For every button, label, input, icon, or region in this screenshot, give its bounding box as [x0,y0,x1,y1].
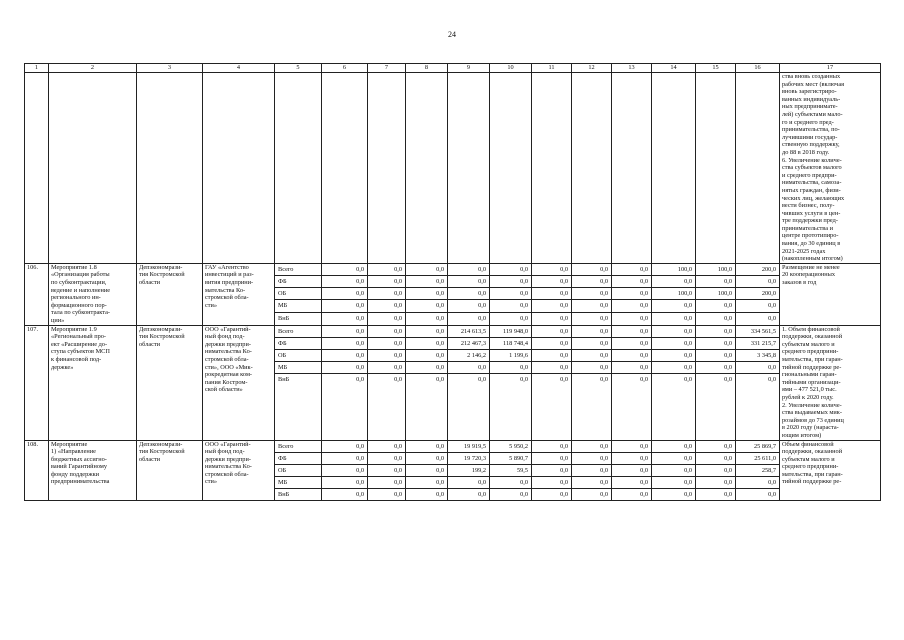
value: 0,0 [724,376,732,384]
funding-source-cell [275,440,322,501]
empty-cell [25,73,49,264]
column-number-1: 1 [25,64,49,73]
value: 0,0 [368,276,405,288]
column-number-6: 6 [322,64,368,73]
value: 0,0 [652,338,695,350]
empty-cell [652,73,696,264]
funding-source-label: Всего [275,441,321,453]
column-number-13: 13 [612,64,652,73]
value: 0,0 [322,338,367,350]
value: 0,0 [724,491,732,499]
value: 0,0 [532,350,571,362]
value: 0,0 [612,264,651,276]
value: 25 869,7 [736,441,779,453]
value: 0,0 [448,300,489,312]
value: 0,0 [532,465,571,477]
value-cell [736,440,780,501]
value: 0,0 [600,376,608,384]
value: 0,0 [572,288,611,300]
value: 0,0 [448,288,489,300]
value: 0,0 [652,477,695,489]
value-cell [736,325,780,440]
funding-source-label: МБ [275,300,321,312]
column-number-3: 3 [137,64,203,73]
value-cell [652,325,696,440]
value: 0,0 [684,314,692,322]
expected-result: 1. Объем финансовой поддержки, оказанной субъектам малого и среднего предприни- мательства, при гаран- тийной поддержке ре- гиональными гаран- тийными организаци- ями – 477 521,0 тыс. рублей к 2020 году. 2. Увеличение количе- ства выдаваемых мик- розаймов до 73 единиц в 2020 году (нараста- ющим итогом) [780,325,881,440]
value: 0,0 [448,362,489,374]
budget-table [24,63,881,501]
value: 0,0 [696,338,735,350]
empty-cell [203,73,275,264]
value: 0,0 [572,326,611,338]
value: 0,0 [490,276,531,288]
value: 200,0 [736,288,779,300]
value: 0,0 [696,362,735,374]
funding-source-label: ОБ [275,465,321,477]
value-cell [448,440,490,501]
table-row [25,440,881,501]
value: 0,0 [532,326,571,338]
value: 0,0 [322,453,367,465]
value: 0,0 [640,376,648,384]
value-cell [612,325,652,440]
value: 0,0 [368,288,405,300]
value-cell [572,325,612,440]
value: 0,0 [490,288,531,300]
value: 0,0 [532,362,571,374]
funding-source-cell [275,325,322,440]
value: 0,0 [532,276,571,288]
value: 0,0 [612,326,651,338]
activity-name: Мероприятие 1.8 «Организация работы по субконтрактации, ведение и наполнение регионального ин- формационного пор- тала по субконтракта- ции» [49,263,137,325]
value-cell [406,440,448,501]
value: 0,0 [448,276,489,288]
funding-source-label: ФБ [275,453,321,465]
value: 0,0 [436,376,444,384]
result-text-continued: ства вновь созданных рабочих мест (включая вновь зарегистриро- ванных индивидуаль- ных предпринимате- лей) субъектами мало- го и среднего пред- принимательства, по- лучившими государ- ственную поддержку, до 88 в 2018 году. 6. Увеличение количе- ства субъектов малого и среднего предпри- нимательства, самоза- нятых граждан, физи- ческих лиц, желающих вести бизнес, полу- чивших услуги в цен- тре поддержки пред- принимательства и центре прототипиро- вания, до 30 единиц в 2021-2025 годах (накопленным итогом) [780,73,881,264]
value: 0,0 [322,326,367,338]
value-cell [490,440,532,501]
value: 0,0 [406,453,447,465]
value: 118 748,4 [490,338,531,350]
column-number-9: 9 [448,64,490,73]
row-number: 106. [25,263,49,325]
value-cell [322,263,368,325]
value: 0,0 [532,441,571,453]
value: 0,0 [612,338,651,350]
funding-source-label: ВнБ [278,314,290,322]
value: 0,0 [356,314,364,322]
value: 0,0 [490,264,531,276]
table-row [25,325,881,440]
empty-cell [572,73,612,264]
value-cell [696,263,736,325]
value: 0,0 [736,477,779,489]
column-number-16: 16 [736,64,780,73]
value: 1 199,6 [490,350,531,362]
value: 0,0 [478,314,486,322]
value: 0,0 [478,491,486,499]
value: 59,5 [490,465,531,477]
value: 100,0 [696,288,735,300]
value: 258,7 [736,465,779,477]
value: 0,0 [532,338,571,350]
funding-source-cell [275,263,322,325]
column-number-5: 5 [275,64,322,73]
value: 0,0 [478,376,486,384]
column-number-4: 4 [203,64,275,73]
value: 0,0 [560,376,568,384]
value: 0,0 [322,465,367,477]
value-cell [406,263,448,325]
value: 0,0 [652,362,695,374]
value-cell [532,325,572,440]
value: 0,0 [640,314,648,322]
value-cell [406,325,448,440]
column-number-17: 17 [780,64,881,73]
funding-source-label: МБ [275,362,321,374]
value: 0,0 [356,376,364,384]
value: 0,0 [368,264,405,276]
value-cell [652,263,696,325]
executor: Депэкономрази- тия Костромской области [137,440,203,501]
empty-cell [406,73,448,264]
value-cell [448,263,490,325]
value: 100,0 [652,288,695,300]
value: 0,0 [448,264,489,276]
value: 0,0 [560,491,568,499]
value: 0,0 [532,453,571,465]
executor: Депэкономрази- тия Костромской области [137,263,203,325]
value: 0,0 [572,350,611,362]
value: 0,0 [696,350,735,362]
funding-source-label: Всего [275,326,321,338]
value: 5 890,7 [490,453,531,465]
value: 0,0 [652,453,695,465]
empty-cell [322,73,368,264]
value: 0,0 [612,441,651,453]
row-number: 108. [25,440,49,501]
value: 0,0 [612,276,651,288]
empty-cell [490,73,532,264]
value: 0,0 [394,376,402,384]
value: 0,0 [652,441,695,453]
column-number-2: 2 [49,64,137,73]
empty-cell [736,73,780,264]
value: 0,0 [436,491,444,499]
value: 0,0 [368,350,405,362]
value-cell [696,325,736,440]
value: 0,0 [368,362,405,374]
column-number-14: 14 [652,64,696,73]
value-cell [736,263,780,325]
value: 0,0 [612,350,651,362]
column-number-10: 10 [490,64,532,73]
value: 0,0 [572,362,611,374]
value: 0,0 [612,477,651,489]
value: 334 561,5 [736,326,779,338]
continuation-row [25,73,881,264]
value: 0,0 [368,441,405,453]
value: 3 345,8 [736,350,779,362]
value: 0,0 [696,477,735,489]
value-cell [612,440,652,501]
value: 19 919,5 [448,441,489,453]
value: 0,0 [696,300,735,312]
value: 0,0 [406,350,447,362]
value: 0,0 [406,288,447,300]
value: 0,0 [736,300,779,312]
participant: ООО «Гарантий- ный фонд под- держки предпри- нимательства Ко- стромской обла- сти» [203,440,275,501]
funding-source-label: ВнБ [278,376,290,384]
value: 0,0 [696,453,735,465]
value-cell [368,325,406,440]
value: 0,0 [406,362,447,374]
empty-cell [532,73,572,264]
value: 0,0 [322,264,367,276]
value: 0,0 [406,338,447,350]
value: 0,0 [640,491,648,499]
value: 0,0 [652,276,695,288]
value-cell [532,440,572,501]
funding-source-label: ФБ [275,276,321,288]
value: 0,0 [572,276,611,288]
expected-result: Объем финансовой поддержки, оказанной субъектам малого и среднего предприни- мательства, при гаран- тийной поддержке ре- [780,440,881,501]
value: 0,0 [368,453,405,465]
value: 0,0 [684,376,692,384]
table-row [25,263,881,325]
value: 0,0 [560,314,568,322]
value: 5 950,2 [490,441,531,453]
empty-cell [275,73,322,264]
activity-name: Мероприятие 1.9 «Региональный про- ект «Расширение до- ступа субъектов МСП к финансовой под- держке» [49,325,137,440]
value-cell [572,440,612,501]
activity-name: Мероприятие 1) «Направление бюджетных ассигно- ваний Гарантийному фонду поддержки предпринимательства [49,440,137,501]
value: 0,0 [406,276,447,288]
value: 0,0 [532,288,571,300]
empty-cell [696,73,736,264]
value: 19 720,3 [448,453,489,465]
value: 0,0 [322,350,367,362]
value: 0,0 [684,491,692,499]
empty-cell [368,73,406,264]
value: 0,0 [652,300,695,312]
value-cell [652,440,696,501]
funding-source-label: Всего [275,264,321,276]
value: 0,0 [368,326,405,338]
value: 0,0 [572,264,611,276]
participant: ООО «Гарантий- ный фонд под- держки предпри- нимательства Ко- стромской обла- сти», ООО «Мик- рокредитная ком- пания Костром- ской области» [203,325,275,440]
value: 0,0 [652,465,695,477]
value: 0,0 [652,326,695,338]
value: 0,0 [368,465,405,477]
value: 0,0 [612,300,651,312]
value-cell [322,325,368,440]
value: 0,0 [612,288,651,300]
value: 0,0 [394,314,402,322]
value: 0,0 [696,326,735,338]
column-number-7: 7 [368,64,406,73]
value: 0,0 [322,300,367,312]
value: 0,0 [736,362,779,374]
value-cell [612,263,652,325]
value: 0,0 [520,491,528,499]
value: 0,0 [572,477,611,489]
value: 0,0 [600,491,608,499]
value: 0,0 [768,314,776,322]
value-cell [368,263,406,325]
value: 0,0 [322,276,367,288]
value-cell [368,440,406,501]
column-number-12: 12 [572,64,612,73]
empty-cell [612,73,652,264]
value: 0,0 [724,314,732,322]
value: 2 146,2 [448,350,489,362]
value: 0,0 [406,477,447,489]
value-cell [490,325,532,440]
value: 0,0 [612,453,651,465]
value: 0,0 [368,477,405,489]
empty-cell [49,73,137,264]
value: 0,0 [532,477,571,489]
value: 119 948,0 [490,326,531,338]
funding-source-label: МБ [275,477,321,489]
value: 100,0 [696,264,735,276]
value: 0,0 [406,264,447,276]
value: 0,0 [322,362,367,374]
value: 0,0 [572,453,611,465]
value: 0,0 [406,441,447,453]
value: 214 613,5 [448,326,489,338]
column-number-15: 15 [696,64,736,73]
value: 0,0 [572,441,611,453]
participant: ГАУ «Агентство инвестиций и раз- вития предприни- мательства Ко- стромской обла- сти» [203,263,275,325]
value: 0,0 [406,465,447,477]
value: 0,0 [612,465,651,477]
value-cell [572,263,612,325]
value: 0,0 [572,300,611,312]
value: 0,0 [490,362,531,374]
value: 0,0 [612,362,651,374]
funding-source-label: ОБ [275,350,321,362]
value: 0,0 [490,300,531,312]
row-number: 107. [25,325,49,440]
value: 0,0 [406,300,447,312]
value: 331 215,7 [736,338,779,350]
expected-result: Размещение не менее 20 кооперационных заказов в год [780,263,881,325]
value: 0,0 [600,314,608,322]
value: 0,0 [322,441,367,453]
value: 0,0 [322,477,367,489]
value: 0,0 [490,477,531,489]
value: 0,0 [696,276,735,288]
value: 0,0 [652,350,695,362]
value: 0,0 [368,300,405,312]
value: 0,0 [768,491,776,499]
value: 0,0 [448,477,489,489]
value-cell [448,325,490,440]
funding-source-label: ОБ [275,288,321,300]
value: 0,0 [520,376,528,384]
value: 0,0 [368,338,405,350]
value-cell [532,263,572,325]
value: 0,0 [696,441,735,453]
funding-source-label: ВнБ [278,491,290,499]
value-cell [696,440,736,501]
value: 0,0 [696,465,735,477]
value-cell [490,263,532,325]
value: 0,0 [572,338,611,350]
value: 200,0 [736,264,779,276]
value: 0,0 [356,491,364,499]
value: 212 467,3 [448,338,489,350]
funding-source-label: ФБ [275,338,321,350]
value: 0,0 [394,491,402,499]
value: 0,0 [768,376,776,384]
column-numbers-row [25,64,881,73]
value: 100,0 [652,264,695,276]
value: 0,0 [520,314,528,322]
empty-cell [137,73,203,264]
value: 25 611,0 [736,453,779,465]
value-cell [322,440,368,501]
value: 0,0 [572,465,611,477]
page-number: 24 [448,30,456,39]
value: 0,0 [532,300,571,312]
value: 0,0 [406,326,447,338]
value: 0,0 [322,288,367,300]
value: 0,0 [736,276,779,288]
executor: Депэкономрази- тия Костромской области [137,325,203,440]
value: 0,0 [532,264,571,276]
value: 199,2 [448,465,489,477]
value: 0,0 [436,314,444,322]
column-number-11: 11 [532,64,572,73]
empty-cell [448,73,490,264]
column-number-8: 8 [406,64,448,73]
